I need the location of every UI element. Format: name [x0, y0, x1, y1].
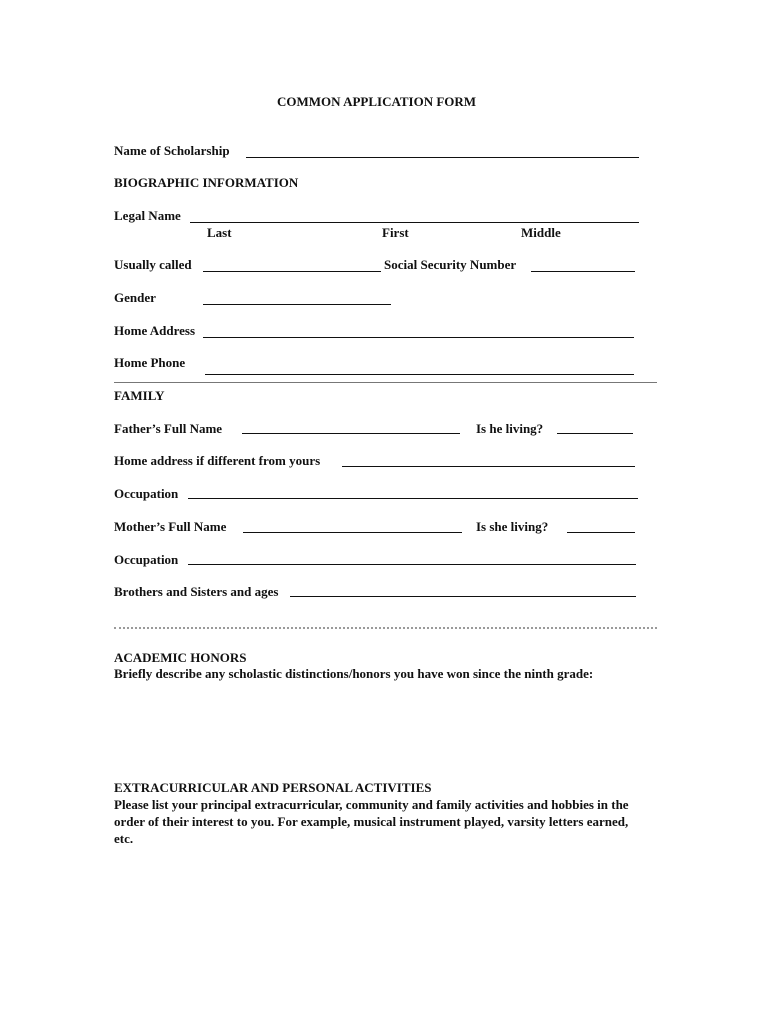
ssn-label: Social Security Number [384, 257, 517, 272]
home-address-different-label: Home address if different from yours [114, 453, 321, 468]
home-address-different-field[interactable] [342, 466, 635, 467]
activities-prompt: Please list your principal extracurricular, community and family activities and hobbies in the order of their interest to you. For example, musical instrument played, varsity letters earned, etc. [114, 797, 629, 846]
legal-name-field[interactable] [190, 222, 639, 223]
mother-living-label: Is she living? [476, 519, 549, 534]
usually-called-field[interactable] [203, 271, 381, 272]
father-name-label: Father’s Full Name [114, 421, 223, 436]
siblings-label: Brothers and Sisters and ages [114, 584, 279, 599]
activities-response-area[interactable] [114, 852, 657, 992]
legal-name-middle-caption: Middle [521, 225, 561, 240]
family-heading: FAMILY [114, 388, 165, 403]
mother-name-field[interactable] [243, 532, 462, 533]
home-phone-field[interactable] [205, 374, 634, 375]
home-phone-label: Home Phone [114, 355, 186, 370]
siblings-field[interactable] [290, 596, 636, 597]
mother-name-label: Mother’s Full Name [114, 519, 227, 534]
activities-heading: EXTRACURRICULAR AND PERSONAL ACTIVITIES [114, 780, 432, 795]
mother-living-field[interactable] [567, 532, 635, 533]
academic-honors-prompt: Briefly describe any scholastic distinctions/honors you have won since the ninth grade: [114, 666, 594, 681]
scholarship-name-label: Name of Scholarship [114, 143, 230, 158]
home-address-field[interactable] [203, 337, 634, 338]
academic-honors-heading: ACADEMIC HONORS [114, 650, 247, 665]
legal-name-label: Legal Name [114, 208, 181, 223]
father-living-field[interactable] [557, 433, 633, 434]
father-occupation-label: Occupation [114, 486, 179, 501]
gender-label: Gender [114, 290, 156, 305]
mother-occupation-label: Occupation [114, 552, 179, 567]
father-occupation-field[interactable] [188, 498, 638, 499]
gender-field[interactable] [203, 304, 391, 305]
page-title: COMMON APPLICATION FORM [277, 94, 477, 109]
usually-called-label: Usually called [114, 257, 192, 272]
scholarship-name-field[interactable] [246, 157, 639, 158]
ssn-field[interactable] [531, 271, 635, 272]
academic-honors-response-area[interactable] [114, 688, 657, 774]
father-name-field[interactable] [242, 433, 460, 434]
legal-name-last-caption: Last [207, 225, 232, 240]
legal-name-first-caption: First [382, 225, 409, 240]
dotted-divider [114, 627, 657, 629]
biographic-heading: BIOGRAPHIC INFORMATION [114, 175, 299, 190]
home-address-label: Home Address [114, 323, 196, 338]
section-divider [114, 382, 657, 383]
father-living-label: Is he living? [476, 421, 544, 436]
mother-occupation-field[interactable] [188, 564, 636, 565]
